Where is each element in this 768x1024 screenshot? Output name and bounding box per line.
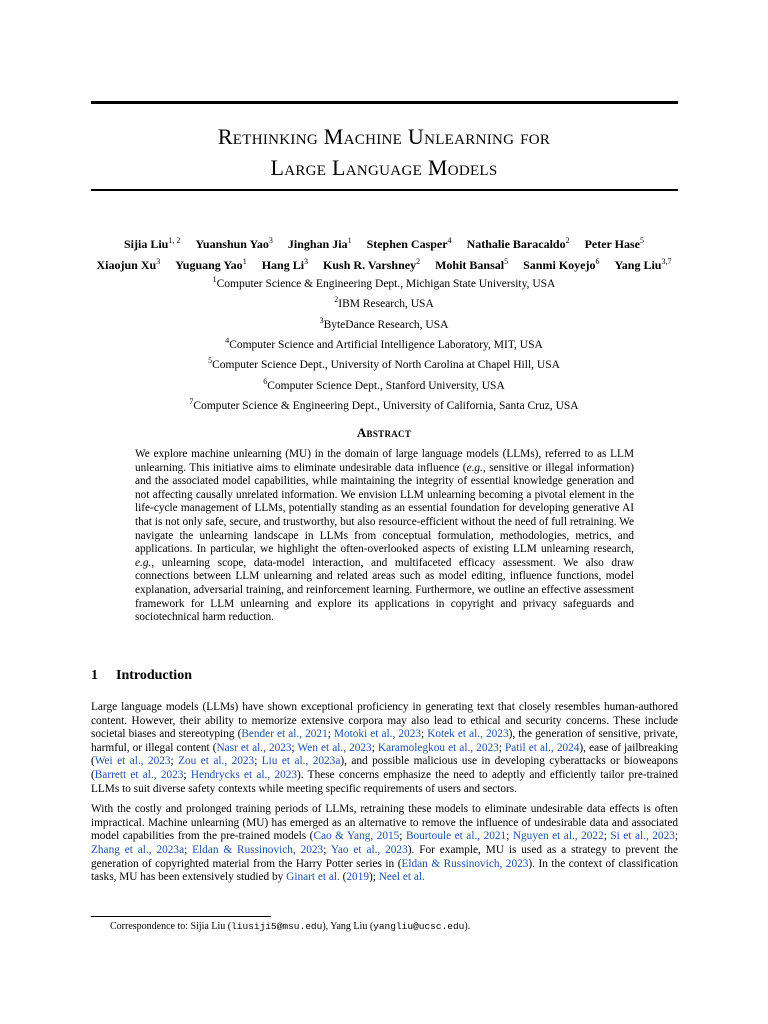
citation-link[interactable]: Hendrycks et al., 2023 bbox=[190, 768, 298, 781]
title-line-2: Large Language Models bbox=[270, 155, 498, 180]
citation-link[interactable]: Eldan & Russinovich, 2023 bbox=[401, 857, 529, 870]
author: Stephen Casper$^4$ bbox=[366, 236, 452, 251]
abstract-heading: Abstract bbox=[356, 425, 412, 440]
title-line-1: Rethinking Machine Unlearning for bbox=[217, 124, 551, 149]
citation-link[interactable]: Si et al., 2023 bbox=[610, 830, 675, 843]
title-rule-bottom bbox=[91, 189, 678, 191]
author-list bbox=[0, 232, 768, 274]
abstract-body: We explore machine unlearning (MU) in the domain of large language models (LLMs), referred to as LLM unlearning. This initiative aims to eliminate undesirable data influence (e.g., sensitive or illegal information) and the associated model capabilities, while maintaining the integrity of essential knowledge generation and not affecting causally unrelated information. We envision LLM unlearning becoming a pivotal element in the life-cycle management of LLMs, potentially standing as an essential foundation for developing generative AI that is not only safe, secure, and trustworthy, but also resource-efficient without the need of full retraining. We navigate the unlearning landscape in LLMs from conceptual formulation, methodologies, metrics, and applications. In particular, we highlight the often-overlooked aspects of existing LLM unlearning research, e.g., unlearning scope, data-model interaction, and multifaceted efficacy assessment. We also draw connections between LLM unlearning and related areas such as model editing, influence functions, model explanation, adversarial training, and reinforcement learning. Furthermore, we outline an effective assessment framework for LLM unlearning and explore its applications in copyright and privacy safeguards and sociotechnical harm reduction. bbox=[135, 448, 634, 624]
title-rule-top bbox=[91, 101, 678, 104]
affiliation-list bbox=[0, 272, 768, 414]
citation-link[interactable]: Neel et al. bbox=[378, 871, 425, 884]
affiliation: $^5$Computer Science Dept., University of North Carolina at Chapel Hill, USA bbox=[208, 356, 560, 372]
paragraph: With the costly and prolonged training periods of LLMs, retraining these models to eliminate undesirable data effects is often impractical. Machine unlearning (MU) has emerged as an alternative to remove the influence of undesirable data and associated model capabilities from the pre-trained models (Cao & Yang, 2015; Bourtoule et al., 2021; Nguyen et al., 2022; Si et al., 2023; Zhang et al., 2023a; Eldan & Russinovich, 2023; Yao et al., 2023). For example, MU is used as a strategy to prevent the generation of copyrighted material from the Harry Potter series in (Eldan & Russinovich, 2023). In the context of classification tasks, MU has been extensively studied by Ginart et al. (2019); Neel et al. bbox=[91, 803, 679, 884]
citation-link[interactable]: Bender et al., 2021 bbox=[241, 728, 328, 741]
author: Peter Hase$^5$ bbox=[584, 236, 644, 251]
author: Yang Liu$^{3,7}$ bbox=[614, 257, 672, 272]
citation-link[interactable]: Yao et al., 2023 bbox=[330, 843, 408, 856]
author-row-1 bbox=[0, 232, 768, 253]
citation-link[interactable]: Wen et al., 2023 bbox=[297, 741, 372, 754]
author: Sanmi Koyejo$^6$ bbox=[523, 257, 600, 272]
author: Xiaojun Xu$^3$ bbox=[96, 257, 161, 272]
author-row-2 bbox=[0, 253, 768, 274]
affiliation: $^2$IBM Research, USA bbox=[334, 295, 434, 311]
affiliation: $^6$Computer Science Dept., Stanford University, USA bbox=[263, 376, 505, 392]
introduction-body bbox=[91, 701, 678, 892]
citation-link[interactable]: Nguyen et al., 2022 bbox=[512, 830, 604, 843]
author: Mohit Bansal$^5$ bbox=[435, 257, 509, 272]
citation-link[interactable]: Ginart et al. bbox=[286, 871, 340, 884]
author: Hang Li$^3$ bbox=[261, 257, 309, 272]
paper-title bbox=[0, 121, 768, 183]
citation-link[interactable]: Barrett et al., 2023 bbox=[94, 768, 184, 781]
author: Yuanshun Yao$^3$ bbox=[195, 236, 273, 251]
citation-link[interactable]: Zhang et al., 2023a bbox=[91, 843, 185, 856]
citation-link[interactable]: Bourtoule et al., 2021 bbox=[405, 830, 507, 843]
affiliation: $^4$Computer Science and Artificial Intelligence Laboratory, MIT, USA bbox=[225, 335, 543, 351]
footnote: Correspondence to: Sijia Liu (liusiji5@msu.edu), Yang Liu (yangliu@ucsc.edu). bbox=[110, 921, 471, 932]
email-link[interactable]: liusiji5@msu.edu bbox=[231, 921, 323, 932]
citation-link[interactable]: Motoki et al., 2023 bbox=[333, 728, 421, 741]
author: Sijia Liu$^{1, 2}$ bbox=[124, 236, 181, 251]
author: Kush R. Varshney$^2$ bbox=[323, 257, 421, 272]
citation-link[interactable]: Liu et al., 2023a bbox=[261, 755, 341, 768]
footnote-rule bbox=[91, 916, 271, 917]
section-heading bbox=[91, 668, 192, 684]
affiliation: $^7$Computer Science & Engineering Dept., University of California, Santa Cruz, USA bbox=[189, 396, 579, 412]
author: Nathalie Baracaldo$^2$ bbox=[466, 236, 570, 251]
affiliation: $^3$ByteDance Research, USA bbox=[319, 315, 449, 331]
author: Yuguang Yao$^1$ bbox=[175, 257, 247, 272]
section-number: 1 bbox=[91, 668, 98, 683]
citation-link[interactable]: 2019 bbox=[346, 871, 369, 884]
citation-link[interactable]: Kotek et al., 2023 bbox=[427, 728, 509, 741]
email-link[interactable]: yangliu@ucsc.edu bbox=[373, 921, 465, 932]
author: Jinghan Jia$^1$ bbox=[287, 236, 352, 251]
section-title: Introduction bbox=[116, 668, 192, 683]
citation-link[interactable]: Karamolegkou et al., 2023 bbox=[377, 741, 499, 754]
citation-link[interactable]: Nasr et al., 2023 bbox=[216, 741, 292, 754]
citation-link[interactable]: Zou et al., 2023 bbox=[178, 755, 255, 768]
affiliation: $^1$Computer Science & Engineering Dept., Michigan State University, USA bbox=[212, 275, 556, 290]
citation-link[interactable]: Eldan & Russinovich, 2023 bbox=[192, 843, 324, 856]
paragraph: Large language models (LLMs) have shown exceptional proficiency in generating text that closely resembles human-authored content. However, their ability to memorize extensive corpora may also lead to ethical and security concerns. These include societal biases and stereotyping (Bender et al., 2021; Motoki et al., 2023; Kotek et al., 2023), the generation of sensitive, private, harmful, or illegal content (Nasr et al., 2023; Wen et al., 2023; Karamolegkou et al., 2023; Patil et al., 2024), ease of jailbreaking (Wei et al., 2023; Zou et al., 2023; Liu et al., 2023a), and possible malicious use in developing cyberattacks or bioweapons (Barrett et al., 2023; Hendrycks et al., 2023). These concerns emphasize the need to adeptly and efficiently tailor pre-trained LLMs to suit diverse safety contexts while meeting specific requirements of users and sectors. bbox=[91, 701, 679, 795]
citation-link[interactable]: Patil et al., 2024 bbox=[504, 741, 580, 754]
citation-link[interactable]: Cao & Yang, 2015 bbox=[313, 830, 400, 843]
citation-link[interactable]: Wei et al., 2023 bbox=[94, 755, 171, 768]
